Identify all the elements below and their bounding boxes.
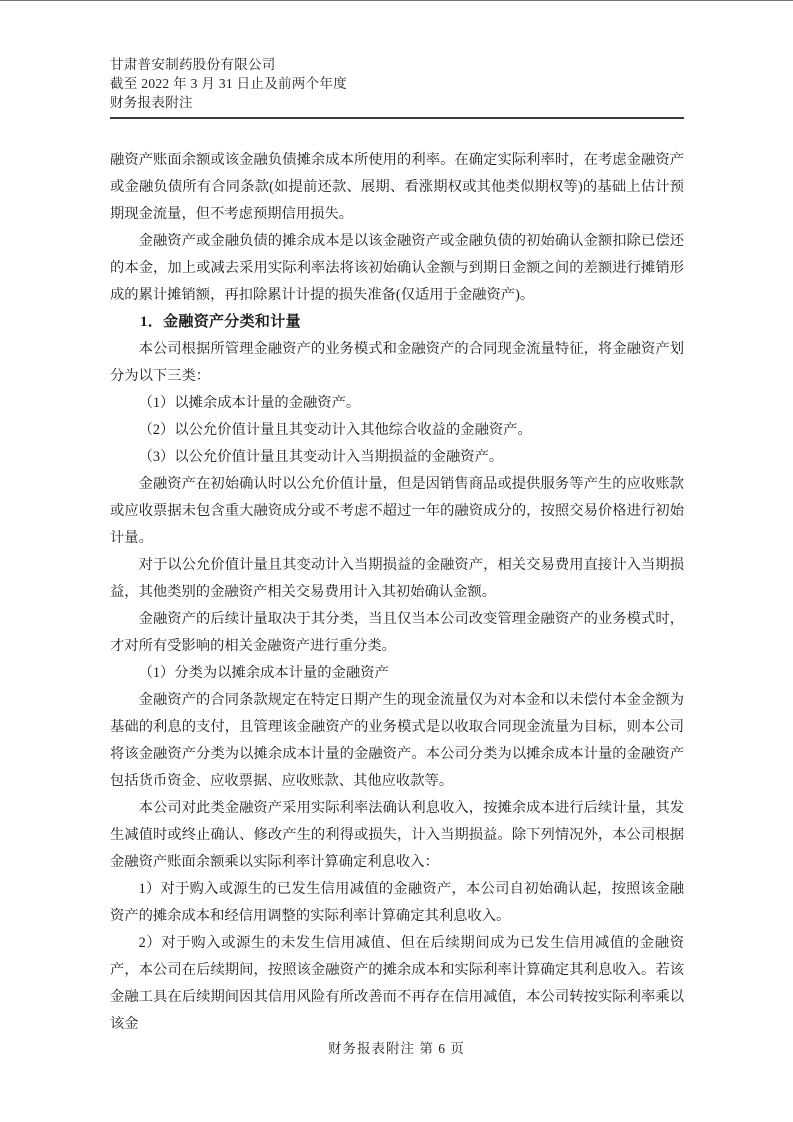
paragraph: （1）分类为以摊余成本计量的金融资产 [138,665,389,681]
footer-page-label: 财务报表附注 第 6 页 [328,1041,465,1056]
document-body [110,147,684,1038]
page-footer [0,1039,793,1058]
paragraph: （3）以公允价值计量且其变动计入当期损益的金融资产。 [138,449,504,465]
paragraph: 金融资产的合同条款规定在特定日期产生的现金流量仅为对本金和以未偿付本金金额为基础的利息的支付，且管理该金融资产的业务模式是以收取合同现金流量为目标，则本公司将该金融资产分类为以摊余成本计量的金融资产。本公司分类为以摊余成本计量的金融资产包括货币资金、应收票据、应收账款、其他应收款等。 [110,692,684,789]
header-company-name: 甘肃普安制药股份有限公司 [110,57,276,72]
paragraph: 金融资产在初始确认时以公允价值计量，但是因销售商品或提供服务等产生的应收账款或应收票据未包含重大融资成分或不考虑不超过一年的融资成分的，按照交易价格进行初始计量。 [110,476,684,546]
paragraph: 金融资产的后续计量取决于其分类，当且仅当本公司改变管理金融资产的业务模式时，才对所有受影响的相关金融资产进行重分类。 [110,611,684,654]
paragraph: 金融资产或金融负债的摊余成本是以该金融资产或金融负债的初始确认金额扣除已偿还的本金，加上或减去采用实际利率法将该初始确认金额与到期日金额之间的差额进行摊销形成的累计摊销额，再扣除累计计提的损失准备(仅适用于金融资产)。 [110,233,684,303]
header-period: 截至 2022 年 3 月 31 日止及前两个年度 [110,76,347,91]
paragraph: （2）以公允价值计量且其变动计入其他综合收益的金融资产。 [138,422,532,438]
paragraph: 融资产账面余额或该金融负债摊余成本所使用的利率。在确定实际利率时，在考虑金融资产或金融负债所有合同条款(如提前还款、展期、看涨期权或其他类似期权等)的基础上估计预期现金流量，但不考虑预期信用损失。 [110,152,684,222]
paragraph: 1）对于购入或源生的已发生信用减值的金融资产，本公司自初始确认起，按照该金融资产的摊余成本和经信用调整的实际利率计算确定其利息收入。 [110,881,684,924]
header-divider [110,117,684,119]
paragraph: 2）对于购入或源生的未发生信用减值、但在后续期间成为已发生信用减值的金融资产，本公司在后续期间，按照该金融资产的摊余成本和实际利率计算确定其利息收入。若该金融工具在后续期间因其信用风险有所改善而不再存在信用减值，本公司转按实际利率乘以该金 [110,935,684,1032]
paragraph: 对于以公允价值计量且其变动计入当期损益的金融资产，相关交易费用直接计入当期损益，其他类别的金融资产相关交易费用计入其初始确认金额。 [110,557,684,600]
header-doc-title: 财务报表附注 [110,95,193,110]
paragraph: 本公司对此类金融资产采用实际利率法确认利息收入，按摊余成本进行后续计量，其发生减值时或终止确认、修改产生的利得或损失，计入当期损益。除下列情况外，本公司根据金融资产账面余额乘以实际利率计算确定利息收入： [110,800,684,870]
page-header [110,55,684,112]
paragraph: 本公司根据所管理金融资产的业务模式和金融资产的合同现金流量特征，将金融资产划分为以下三类： [110,341,684,384]
paragraph: （1）以摊余成本计量的金融资产。 [138,395,361,411]
section-heading: 1．金融资产分类和计量 [140,314,301,330]
